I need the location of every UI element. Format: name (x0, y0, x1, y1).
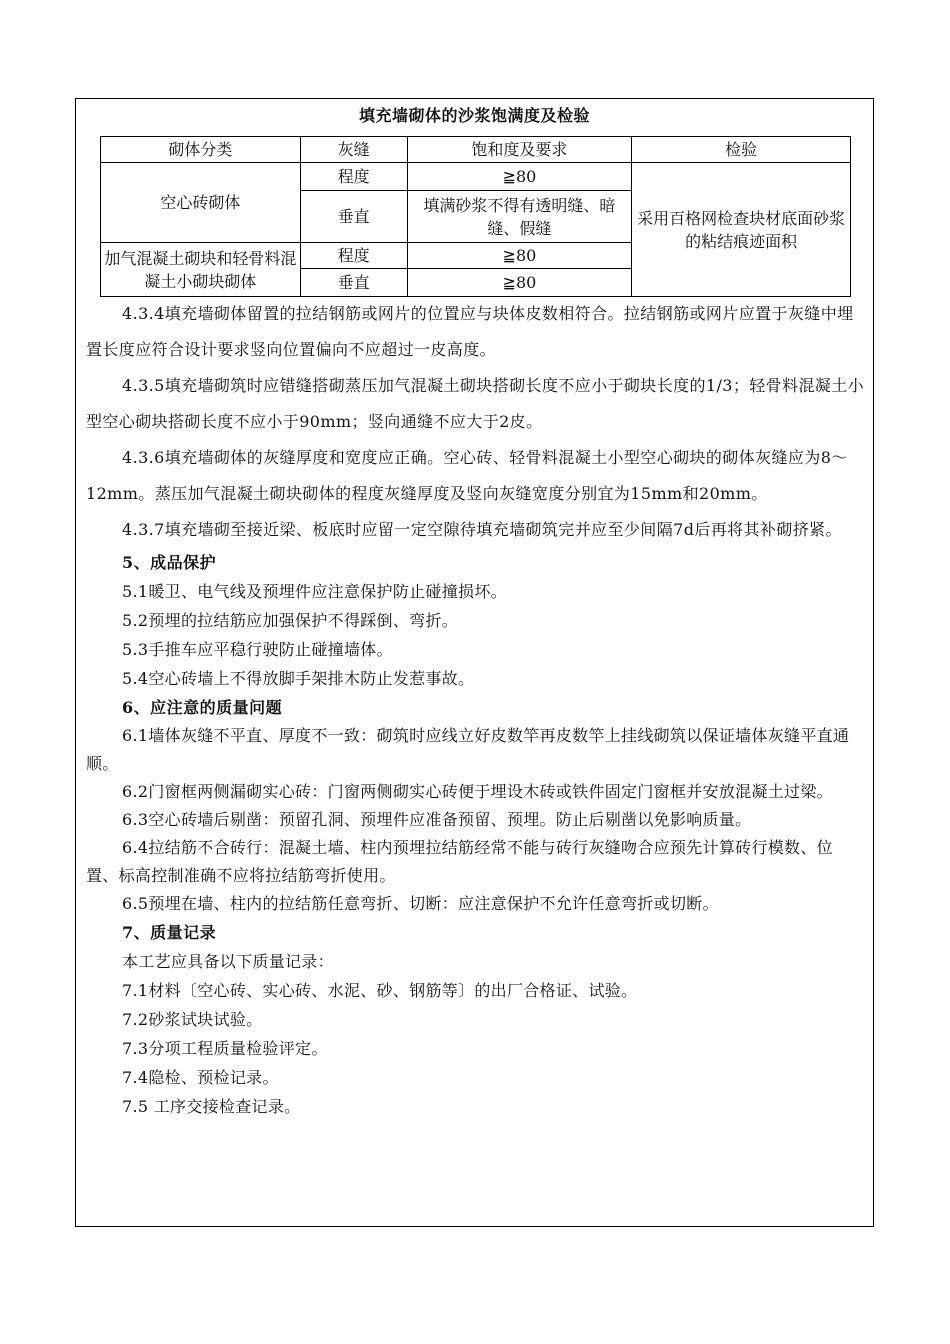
table-header-row (101, 137, 851, 163)
section-heading-6: 6、应注意的质量问题 (122, 698, 283, 717)
header-joint: 灰缝 (300, 137, 407, 163)
inspection-cell: 采用百格网检查块材底面砂浆的粘结痕迹面积 (632, 163, 851, 297)
list-item: 6.2门窗框两侧漏砌实心砖：门窗两侧砌实心砖便于埋设木砖或铁件固定门窗框并安放混凝土过梁。 (122, 782, 833, 801)
joint-cell: 垂直 (300, 269, 407, 297)
header-requirement: 饱和度及要求 (407, 137, 632, 163)
table-row (101, 163, 851, 191)
list-item: 7.3分项工程质量检验评定。 (122, 1039, 328, 1058)
header-inspection: 检验 (632, 137, 851, 163)
list-item: 7.4隐检、预检记录。 (122, 1068, 279, 1087)
list-item: 5.3手推车应平稳行驶防止碰撞墙体。 (122, 640, 393, 659)
list-item: 7.1材料〔空心砖、实心砖、水泥、砂、钢筋等〕的出厂合格证、试验。 (122, 981, 638, 1000)
category-cell: 空心砖砌体 (101, 163, 301, 243)
list-item: 6.1墙体灰缝不平直、厚度不一致：砌筑时应线立好皮数竿再皮数竿上挂线砌筑以保证墙体灰缝平直通顺。 (86, 726, 850, 773)
list-item: 5.1暖卫、电气线及预埋件应注意保护防止碰撞损坏。 (122, 582, 507, 601)
section-heading-7: 7、质量记录 (122, 923, 217, 942)
list-item: 5.2预埋的拉结筋应加强保护不得踩倒、弯折。 (122, 611, 459, 630)
body-text (86, 296, 865, 1121)
joint-cell: 垂直 (300, 191, 407, 243)
list-item: 7.2砂浆试块试验。 (122, 1010, 263, 1029)
section-7-intro: 本工艺应具备以下质量记录： (122, 952, 334, 971)
category-cell: 加气混凝土砌块和轻骨料混凝土小砌块砌体 (101, 243, 301, 297)
list-item: 5.4空心砖墙上不得放脚手架排木防止发惹事故。 (122, 669, 475, 688)
paragraph-4-3-7: 4.3.7填充墙砌至接近梁、板底时应留一定空隙待填充墙砌筑完并应至少间隔7d后再将其补砌挤紧。 (122, 520, 842, 539)
list-item: 6.5预埋在墙、柱内的拉结筋任意弯折、切断：应注意保护不允许任意弯折或切断。 (122, 894, 719, 913)
list-item: 6.4拉结筋不合砖行：混凝土墙、柱内预埋拉结筋经常不能与砖行灰缝吻合应预先计算砖行模数、位置、标高控制准确不应将拉结筋弯折使用。 (86, 838, 833, 885)
requirement-cell: 填满砂浆不得有透明缝、暗缝、假缝 (407, 191, 632, 243)
list-item: 7.5 工序交接检查记录。 (122, 1097, 301, 1116)
joint-cell: 程度 (300, 243, 407, 269)
requirement-cell: ≧80 (407, 243, 632, 269)
requirement-cell: ≧80 (407, 269, 632, 297)
mortar-saturation-table (100, 136, 851, 297)
header-category: 砌体分类 (101, 137, 301, 163)
list-item: 6.3空心砖墙后剔凿：预留孔洞、预埋件应准备预留、预埋。防止后剔凿以免影响质量。 (122, 810, 752, 829)
joint-cell: 程度 (300, 163, 407, 191)
paragraph-4-3-6: 4.3.6填充墙砌体的灰缝厚度和宽度应正确。空心砖、轻骨料混凝土小型空心砌块的砌体灰缝应为8～12mm。蒸压加气混凝土砌块砌体的程度灰缝厚度及竖向灰缝宽度分别宜为15mm和20mm。 (86, 448, 848, 503)
document-frame (75, 98, 874, 1227)
section-heading-5: 5、成品保护 (122, 553, 217, 572)
table-title: 填充墙砌体的沙浆饱满度及检验 (358, 106, 590, 125)
requirement-cell: ≧80 (407, 163, 632, 191)
paragraph-4-3-5: 4.3.5填充墙砌筑时应错缝搭砌蒸压加气混凝土砌块搭砌长度不应小于砌块长度的1/3；轻骨料混凝土小型空心砌块搭砌长度不应小于90mm；竖向通缝不应大于2皮。 (86, 376, 865, 431)
paragraph-4-3-4: 4.3.4填充墙砌体留置的拉结钢筋或网片的位置应与块体皮数相符合。拉结钢筋或网片应置于灰缝中埋置长度应符合设计要求竖向位置偏向不应超过一皮高度。 (86, 304, 854, 359)
